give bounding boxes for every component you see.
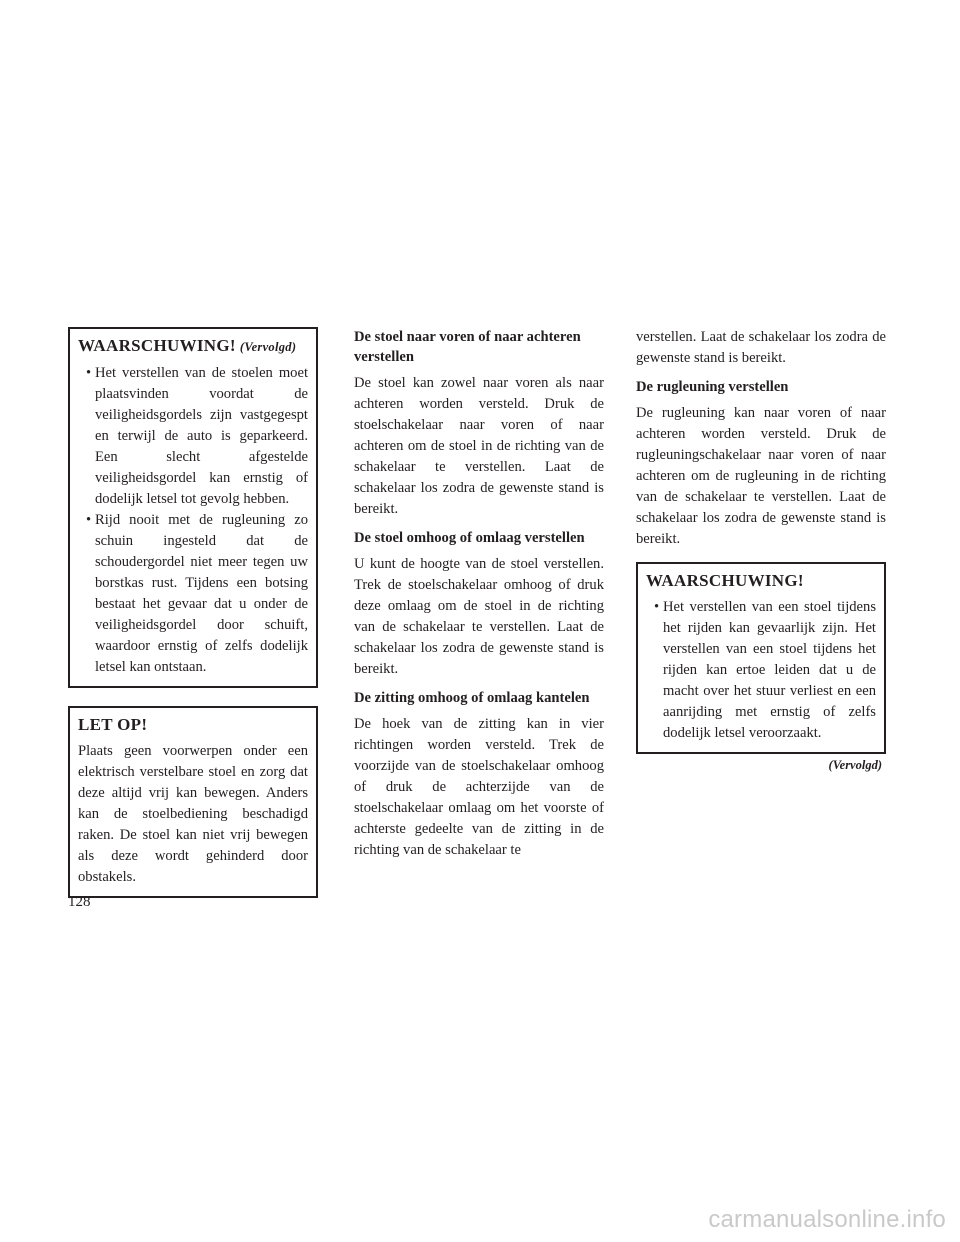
section-heading: De zitting omhoog of omlaag kantelen bbox=[354, 690, 590, 706]
section-heading: De stoel naar voren of naar achteren verstellen bbox=[354, 329, 581, 365]
watermark: carmanualsonline.info bbox=[708, 1206, 946, 1233]
continued-label: (Vervolgd) bbox=[828, 758, 882, 772]
section-text: De hoek van de zitting kan in vier richtingen worden versteld. Trek de voorzijde van de stoelschakelaar omhoog of druk de achterzijde van de stoelschakelaar omlaag om het voorste of achterste gedeelte van de zitting in de richting van de schakelaar te bbox=[354, 716, 604, 858]
section-text: U kunt de hoogte van de stoel verstellen. Trek de stoelschakelaar omhoog of druk deze omlaag om de stoel in de richting van de schakelaar te verstellen. Laat de schakelaar los zodra de gewenste stand is bereikt. bbox=[354, 556, 604, 677]
list-item: • Het verstellen van de stoelen moet plaatsvinden voordat de veiligheidsgordels zijn vastgegespt en terwijl de auto is geparkeerd. Een slecht afgestelde veiligheidsgordel kan ernstig of dodelijk letsel tot gevolg hebben. bbox=[86, 365, 308, 507]
section-text: De stoel kan zowel naar voren als naar achteren worden versteld. Druk de stoelschakelaar naar voren of naar achteren om de stoel in de richting van de schakelaar te verstellen. Laat de schakelaar los zodra de gewenste stand is bereikt. bbox=[354, 375, 604, 517]
right-column bbox=[636, 327, 886, 773]
warning-list bbox=[646, 597, 876, 744]
warning-box bbox=[68, 327, 318, 688]
list-item: • Rijd nooit met de rugleuning zo schuin ingesteld dat de schoudergordel niet meer tegen uw borstkas rust. Tijdens een botsing bestaat het gevaar dat u onder de veiligheidsgordel door schuift, waardoor ernstig of zelfs dodelijk letsel kan ontstaan. bbox=[86, 512, 308, 675]
continued-label: (Vervolgd) bbox=[239, 340, 297, 354]
caution-title: LET OP! bbox=[78, 715, 148, 734]
warning-title: WAARSCHUWING! bbox=[646, 571, 804, 590]
middle-column bbox=[354, 327, 604, 869]
section-heading: De rugleuning verstellen bbox=[636, 379, 789, 395]
page-number: 128 bbox=[68, 894, 91, 910]
caution-box bbox=[68, 706, 318, 898]
caution-text: Plaats geen voorwerpen onder een elektrisch verstelbare stoel en zorg dat deze altijd vrij kan bewegen. Anders kan de stoelbediening beschadigd raken. De stoel kan niet vrij bewegen als deze wordt gehinderd door obstakels. bbox=[78, 743, 308, 885]
list-item: • Het verstellen van een stoel tijdens het rijden kan gevaarlijk zijn. Het verstellen van een stoel tijdens het rijden kan ertoe leiden dat u de macht over het stuur verliest en een aanrijding met ernstig of zelfs dodelijk letsel veroorzaakt. bbox=[654, 599, 876, 741]
left-column bbox=[68, 327, 318, 898]
warning-list bbox=[78, 363, 308, 678]
section-heading: De stoel omhoog of omlaag verstellen bbox=[354, 530, 585, 546]
warning-title: WAARSCHUWING! (Vervolgd) bbox=[78, 336, 297, 355]
warning-box bbox=[636, 562, 886, 754]
continuation-text: verstellen. Laat de schakelaar los zodra de gewenste stand is bereikt. bbox=[636, 329, 886, 366]
section-text: De rugleuning kan naar voren of naar achteren worden versteld. Druk de rugleuningschakelaar naar voren of naar achteren om de rugleuning in de richting van de schakelaar te verstellen. Laat de schakelaar los zodra de gewenste stand is bereikt. bbox=[636, 405, 886, 547]
